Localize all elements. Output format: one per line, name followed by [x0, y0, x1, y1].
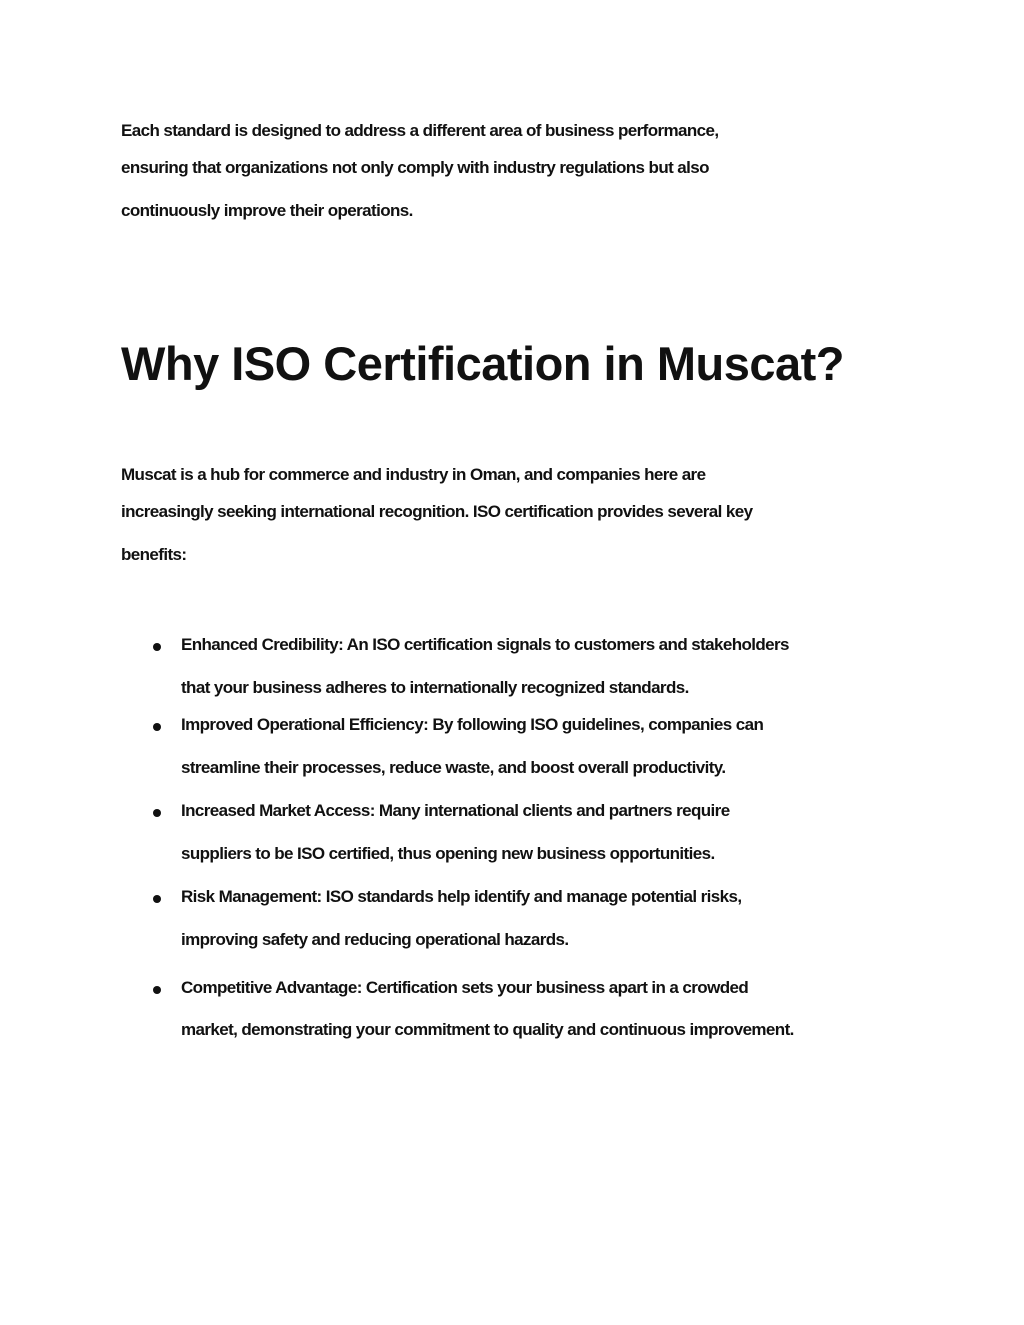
bullet-icon: [153, 986, 161, 994]
muscat-line: benefits:: [121, 545, 187, 564]
benefit-line: Risk Management: ISO standards help identify and manage potential risks,: [181, 887, 742, 906]
intro-line: continuously improve their operations.: [121, 201, 413, 220]
intro-line: Each standard is designed to address a different area of business performance,: [121, 121, 719, 140]
bullet-icon: [153, 809, 161, 817]
bullet-icon: [153, 643, 161, 651]
benefit-line: Increased Market Access: Many international clients and partners require: [181, 801, 730, 820]
benefit-line: Improved Operational Efficiency: By following ISO guidelines, companies can: [181, 715, 764, 734]
benefit-line: Competitive Advantage: Certification sets your business apart in a crowded: [181, 978, 749, 997]
muscat-line: increasingly seeking international recognition. ISO certification provides several key: [121, 502, 753, 521]
benefit-line: improving safety and reducing operational hazards.: [181, 930, 569, 949]
section-heading: Why ISO Certification in Muscat?: [121, 337, 845, 390]
bullet-icon: [153, 723, 161, 731]
benefit-line: suppliers to be ISO certified, thus opening new business opportunities.: [181, 844, 715, 863]
muscat-line: Muscat is a hub for commerce and industry in Oman, and companies here are: [121, 465, 706, 484]
benefit-line: Enhanced Credibility: An ISO certification signals to customers and stakeholders: [181, 635, 789, 654]
benefit-line: that your business adheres to internationally recognized standards.: [181, 678, 689, 697]
benefit-line: market, demonstrating your commitment to quality and continuous improvement.: [181, 1020, 794, 1039]
intro-line: ensuring that organizations not only comply with industry regulations but also: [121, 158, 709, 177]
bullet-icon: [153, 895, 161, 903]
benefit-line: streamline their processes, reduce waste, and boost overall productivity.: [181, 758, 726, 777]
